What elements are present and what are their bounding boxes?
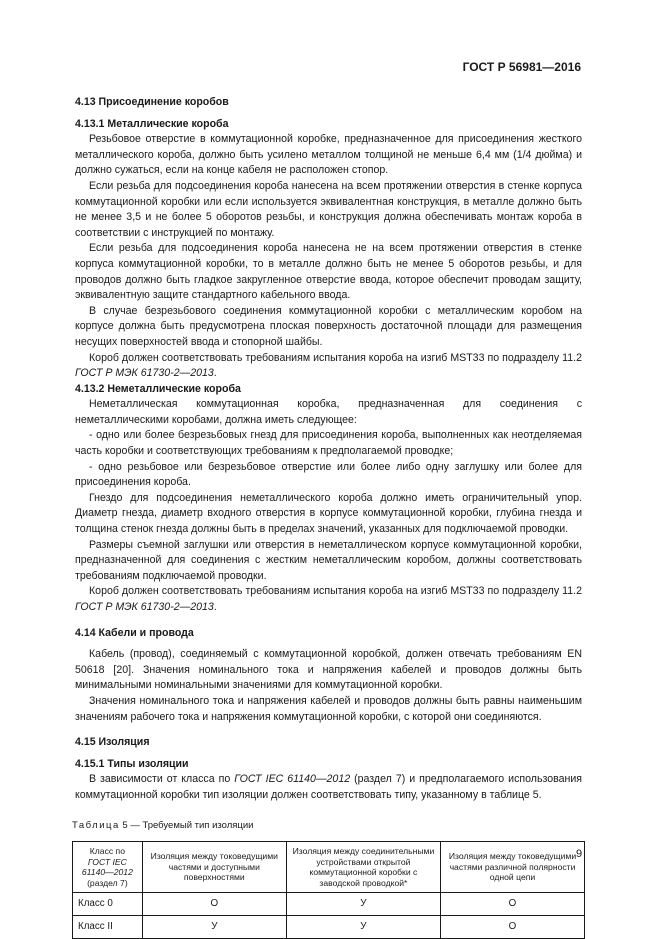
paragraph-text: В зависимости от класса по (89, 773, 231, 786)
paragraph: Значения номинального тока и напряжения кабелей и проводов должны быть равны наименьшим значениям рабочего тока и напряжения коммутационной коробки, с которой они соединяются. (75, 694, 582, 723)
standard-reference: ГОСТ IEC 61140—2012 (81, 856, 133, 878)
paragraph: Если резьба для подсоединения короба нанесена не на всем протяжении отверстия в стенке корпуса коммутационной коробки, то в металле должно быть не менее 5 оборотов резьбы, и для проводов должно быть гладкое закругленное отверстие ввода, которое обеспечит проводам защиту, эквивалентную защите стандартного кабельного ввода. (75, 242, 582, 302)
table-caption (72, 818, 582, 834)
paragraph (75, 772, 582, 803)
section-title-4-14: 4.14 Кабели и провода (75, 626, 194, 639)
subsection-title-4-13-1: 4.13.1 Металлические короба (75, 117, 229, 130)
paragraph (75, 584, 582, 615)
list-item: - одно резьбовое или безрезьбовое отверстие или более либо одну заглушку или более для присоединения короба. (75, 460, 582, 489)
header-live-parts: Изоляция между токоведущими частями и доступными поверхностями (142, 842, 286, 893)
subsection-title-4-15-1: 4.15.1 Типы изоляции (75, 757, 189, 770)
insulation-table (72, 841, 585, 939)
table-caption-text: 5 — Требуемый тип изоляции (122, 819, 254, 831)
paragraph-text: Короб должен соответствовать требованиям испытания короба на изгиб MST33 по подразделу 11.2 (89, 585, 582, 598)
cell-class: Класс II (73, 916, 143, 939)
standard-reference: ГОСТ IEC 61140—2012 (234, 773, 351, 786)
cell-value: О (440, 893, 584, 916)
paragraph-text: Короб должен соответствовать требованиям испытания короба на изгиб MST33 по подразделу 11.2 (89, 351, 582, 364)
cell-class: Класс 0 (73, 893, 143, 916)
section-title-4-15: 4.15 Изоляция (75, 736, 150, 749)
paragraph: Резьбовое отверстие в коммутационной коробке, предназначенное для присоединения жесткого металлического короба, должно быть усилено металлом толщиной не меньше 6,4 мм (1/4 дюйма) и должно сужаться, если на конце кабеля не расположен стопор. (75, 133, 582, 177)
header-text: Класс по (89, 846, 125, 857)
period: . (213, 601, 217, 613)
header-connectors: Изоляция между соединительными устройствами открытой коммутационной коробки с заводской проводкой* (286, 842, 440, 893)
page-content (72, 93, 583, 939)
cell-value: У (286, 916, 440, 939)
paragraph: Неметаллическая коммутационная коробка, предназначенная для соединения с неметаллическими коробами, должна иметь следующее: (75, 398, 582, 426)
header-polarity: Изоляция между токоведущими частями различной полярности одной цепи (440, 842, 584, 893)
table-header-row (73, 842, 585, 893)
paragraph (75, 351, 582, 382)
period: . (213, 367, 217, 380)
cell-value: У (286, 893, 440, 916)
header-text: (раздел 7) (87, 877, 128, 888)
cell-value: У (142, 916, 286, 939)
table-row (73, 916, 585, 939)
standard-reference: ГОСТ Р МЭК 61730-2—2013 (75, 367, 214, 380)
paragraph: Гнездо для подсоединения неметаллического короба должно иметь ограничительный упор. Диаметр гнезда, диаметр входного отверстия в корпусе коммутационной коробки, глубина гнезда и толщина стенок гнезда должны быть в пределах значений, указанных для подключаемой проводки. (75, 491, 582, 536)
paragraph: Кабель (провод), соединяемый с коммутационной коробкой, должен отвечать требованиям EN 50618 [20]. Значения номинального тока и напряжения кабелей и проводов должны быть минимальными номинальными значениями для коммутационной коробки. (75, 648, 582, 692)
document-number: ГОСТ Р 56981—2016 (462, 60, 581, 74)
table-caption-label: Таблица (72, 819, 120, 831)
cell-value: О (142, 893, 286, 916)
paragraph: В случае безрезьбового соединения коммутационной коробки с металлическим коробом на корпусе должна быть предусмотрена плоская поверхность достаточной площади для размещения несущих поверхностей ввода и стопорной шайбы. (75, 304, 582, 348)
section-title-4-13: 4.13 Присоединение коробов (75, 96, 229, 108)
paragraph: Размеры съемной заглушки или отверстия в неметаллическом корпусе коммутационной коробки, предназначенной для соединения с жестким неметаллическим коробом, должны соответствовать требованиям подключаемой проводки. (75, 538, 582, 582)
paragraph: Если резьба для подсоединения короба нанесена на всем протяжении отверстия в стенке корпуса коммутационной коробки или если используется эквивалентная конструкция, в металле должно быть не менее 3,5 и не более 5 оборотов резьбы, и конструкция должна обеспечивать монтаж короба в соответствии с инструкцией по монтажу. (75, 179, 582, 239)
paragraph-text: (раздел 7) и предполагаемого использования коммутационной коробки тип изоляции должен соответствовать типу, указанному в таблице 5. (75, 773, 583, 801)
cell-value: О (440, 916, 584, 939)
table-row (73, 893, 585, 916)
subsection-title-4-13-2: 4.13.2 Неметаллические короба (75, 382, 241, 395)
page-number: 9 (576, 848, 583, 860)
header-class (73, 842, 143, 893)
standard-reference: ГОСТ Р МЭК 61730-2—2013 (75, 601, 214, 613)
list-item: - одно или более безрезьбовых гнезд для присоединения короба, выполненных как неотделяемая часть коробки и соответствующих требованиям к предполагаемой проводке; (75, 429, 582, 458)
